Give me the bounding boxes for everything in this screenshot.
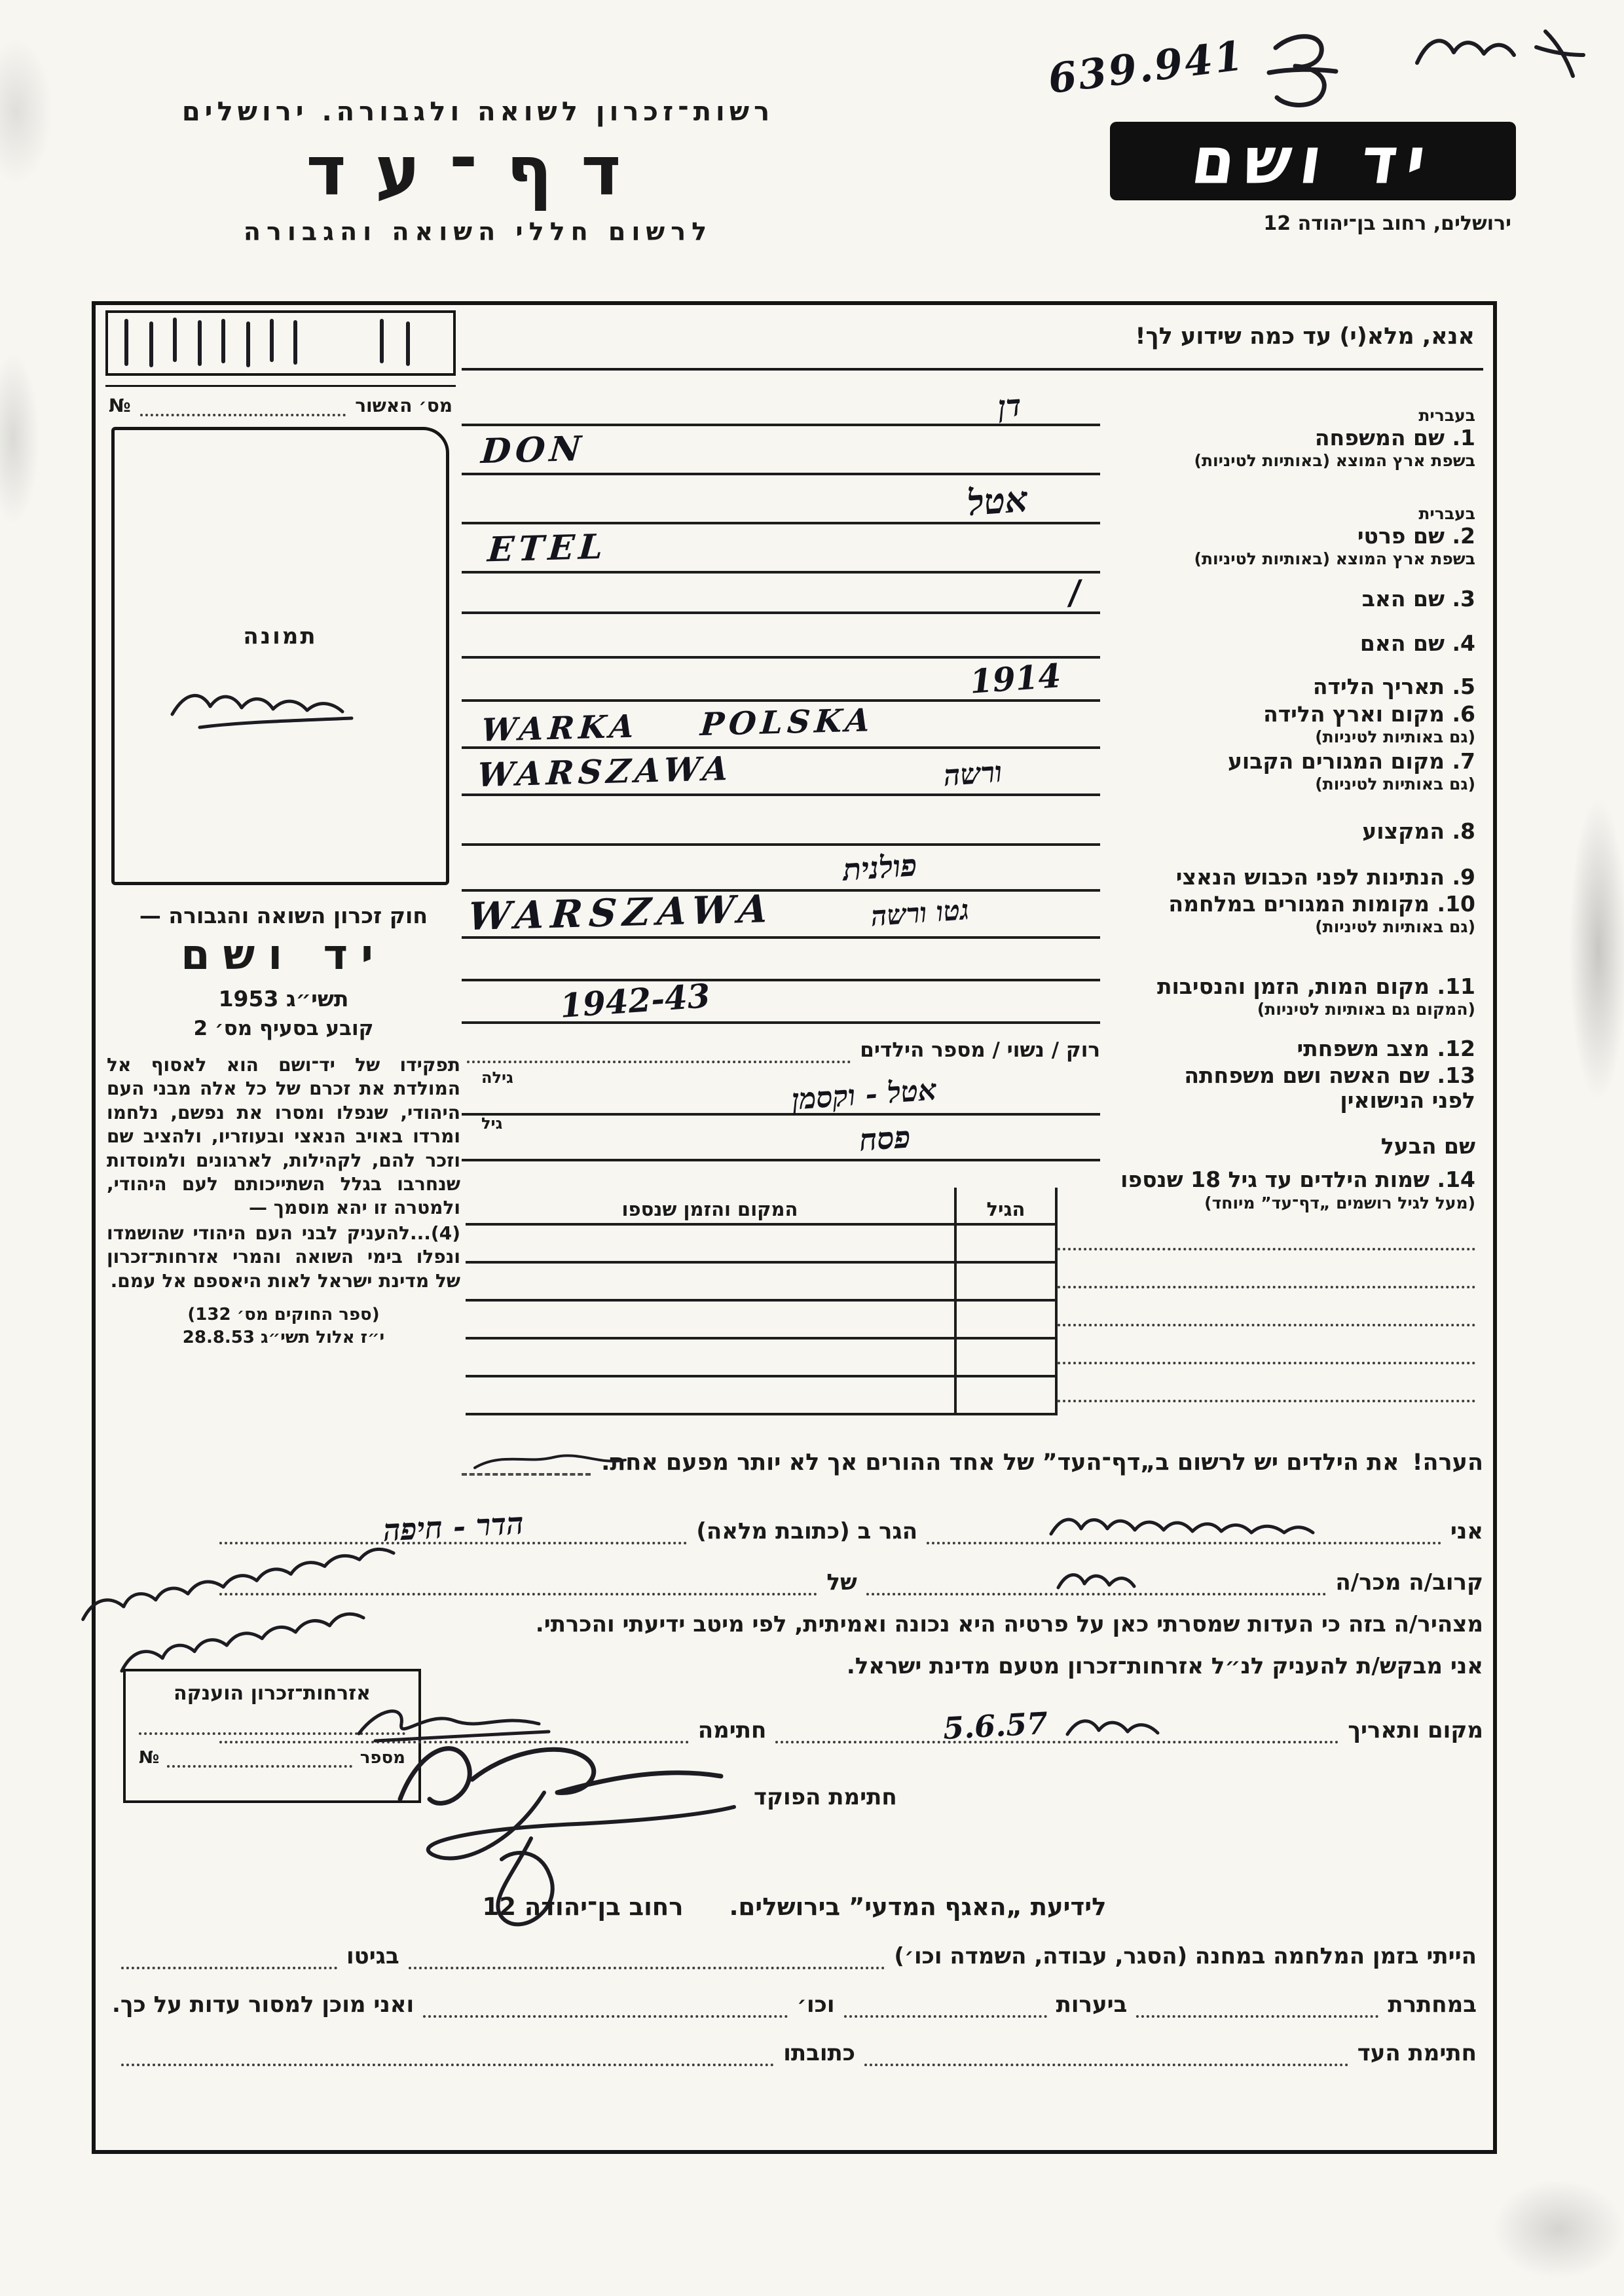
field-title: 5. תאריך הלידה bbox=[1312, 674, 1475, 700]
age-cell bbox=[957, 1302, 1055, 1339]
place-handwriting bbox=[1060, 1705, 1171, 1741]
field-title: 1. שם המשפחה bbox=[1314, 424, 1475, 450]
numero-symbol: № bbox=[109, 395, 131, 416]
children-names-column bbox=[1058, 1167, 1483, 1415]
field-label bbox=[1100, 405, 1483, 475]
field-title: 9. הנתינות לפני הכבוש הנאצי bbox=[1175, 864, 1475, 890]
place-cell bbox=[466, 1226, 954, 1264]
field-title: 13. שם האשה ושם משפחתה bbox=[1184, 1063, 1475, 1089]
field-row-citizenship bbox=[462, 846, 1483, 892]
age-cell bbox=[957, 1377, 1055, 1415]
witness-address-label: כתובתו bbox=[783, 2040, 856, 2066]
witness-signature-row bbox=[112, 2040, 1477, 2066]
field-row-family-name bbox=[462, 377, 1483, 475]
witness-signature-label: חתימת העד bbox=[1357, 2040, 1477, 2066]
law-year: תשי״ג 1953 bbox=[218, 986, 349, 1011]
handwritten-residence-hebrew: ורשה bbox=[942, 756, 1003, 793]
camp-row bbox=[112, 1943, 1477, 1969]
field-title: שם הבעל bbox=[1380, 1133, 1475, 1159]
field-row-mother-name bbox=[462, 614, 1483, 659]
place-date-line bbox=[775, 1705, 1338, 1747]
field-row-profession bbox=[462, 796, 1483, 846]
writing-line bbox=[462, 886, 1100, 939]
handwritten-first-name-hebrew: אטל bbox=[966, 477, 1030, 524]
place-cell bbox=[466, 1302, 954, 1339]
handwritten-scrawl-mark bbox=[1264, 29, 1349, 115]
main-form-border bbox=[92, 301, 1497, 2154]
official-signature-label: חתימת הפוקד bbox=[754, 1784, 897, 1810]
handwritten-husband-name: פסח bbox=[857, 1118, 912, 1158]
children-table bbox=[466, 1188, 1058, 1415]
field-title-line-2: לפני הנישואין bbox=[1340, 1087, 1475, 1113]
law-body-text-2: (4)...להעניק לבני העם היהודי שהושמדו ונפלו בימי השואה והמרי אזרחות־זכרון של מדינת ישראל לאות היאספם אל עמם. bbox=[107, 1222, 460, 1292]
age-cell bbox=[957, 1264, 1055, 1302]
writing-line bbox=[462, 1116, 1100, 1161]
field-sublabel: (מעל לגיל רושמים „דף־עד” מיוחד) bbox=[1204, 1193, 1475, 1212]
field-row-birth-place bbox=[462, 702, 1483, 749]
relation-row bbox=[210, 1544, 1483, 1595]
latin-sublabel: בשפת ארץ המוצא (באותיות לטיניות) bbox=[1194, 450, 1475, 470]
writing-line bbox=[462, 796, 1100, 846]
marital-options: רוק / נשוי / מספר הילדים bbox=[860, 1038, 1100, 1063]
relative-label: קרוב/ה מכר/ה bbox=[1335, 1569, 1483, 1595]
child-name-line bbox=[1058, 1364, 1475, 1402]
note-handwriting-scribble bbox=[468, 1446, 638, 1474]
age-column bbox=[954, 1188, 1058, 1415]
handwritten-war-residence-hebrew: גטו ורשה bbox=[870, 894, 970, 933]
field-label bbox=[1100, 503, 1483, 574]
writing-line bbox=[462, 377, 1100, 426]
field-row-birth-date bbox=[462, 656, 1483, 702]
tick-marks-box bbox=[105, 310, 456, 376]
latin-sublabel: (גם באותיות לטיניות) bbox=[1315, 774, 1475, 793]
place-column bbox=[466, 1188, 954, 1415]
underground-row bbox=[112, 1992, 1477, 2018]
i-label: אני bbox=[1450, 1518, 1483, 1544]
children-section bbox=[462, 1167, 1483, 1415]
writing-line bbox=[462, 1068, 1100, 1116]
note-row bbox=[462, 1449, 1483, 1476]
writing-lines bbox=[462, 939, 1100, 1024]
handwritten-war-residence-latin: WARSZAWA bbox=[466, 886, 777, 939]
fields-area bbox=[462, 371, 1483, 1476]
child-name-line bbox=[1058, 1326, 1475, 1364]
field-label bbox=[1100, 974, 1483, 1024]
photo-label: תמונה bbox=[243, 623, 318, 649]
field-title: 3. שם האב bbox=[1361, 586, 1475, 612]
photo-box bbox=[111, 427, 449, 885]
field-title: 14. שמות הילדים עד גיל 18 שנספו bbox=[1120, 1166, 1475, 1192]
writing-line bbox=[462, 702, 1100, 750]
hebrew-sublabel: בעברית bbox=[1418, 504, 1475, 524]
citizenship-title: אזרחות־זכרון הוענקה bbox=[173, 1682, 371, 1705]
note-text: את הילדים יש לרשום ב„דף־העד” של אחד ההורים אך לא יותר מפעם אחת. bbox=[601, 1449, 1399, 1476]
corner-handwriting-scribble bbox=[1408, 20, 1598, 92]
handwritten-date: 5.6.57 bbox=[942, 1705, 1049, 1747]
tick-marks bbox=[108, 313, 453, 373]
latin-sublabel: בשפת ארץ המוצא (באותיות לטיניות) bbox=[1194, 549, 1475, 568]
field-label bbox=[1100, 749, 1483, 796]
age-cell bbox=[957, 1339, 1055, 1377]
address-line: ירושלים, רחוב בן־יהודה 12 bbox=[1263, 212, 1511, 235]
scan-smudge bbox=[1493, 2180, 1624, 2278]
approval-number-row bbox=[109, 394, 452, 416]
scan-smudge bbox=[0, 39, 52, 183]
witness-signature-line bbox=[864, 2041, 1348, 2066]
science-branch-address: רחוב בן־יהודה 12 bbox=[482, 1893, 684, 1921]
photo-box-handwriting bbox=[160, 672, 370, 744]
header-block bbox=[98, 97, 858, 246]
relation-line bbox=[866, 1568, 1327, 1595]
handwritten-wife-name: אטל - וקסמן bbox=[790, 1072, 938, 1117]
field-row-war-residence bbox=[462, 886, 1483, 939]
child-name-line bbox=[1058, 1250, 1475, 1288]
law-reference-line-2: י״ז אלול תשי״ג 28.8.53 bbox=[182, 1328, 385, 1347]
field-title: 11. מקום המות, הזמן והנסיבות bbox=[1156, 974, 1475, 1000]
of-line bbox=[219, 1568, 817, 1595]
forests-label: ביערות bbox=[1056, 1992, 1128, 2018]
handwritten-death-years: 1942-43 bbox=[559, 976, 712, 1026]
science-branch-heading bbox=[112, 1893, 1477, 1921]
forests-line bbox=[844, 1993, 1047, 2018]
law-block bbox=[107, 903, 460, 1349]
note-label: הערה! bbox=[1412, 1449, 1483, 1476]
writing-line bbox=[462, 656, 1100, 702]
writing-line bbox=[462, 614, 1100, 659]
official-signature-block bbox=[210, 1743, 1483, 1848]
field-row-father-name bbox=[462, 574, 1483, 614]
citizenship-number-label: מספר bbox=[360, 1748, 405, 1768]
place-cell bbox=[466, 1377, 954, 1415]
handwritten-birth-year: 1914 bbox=[968, 656, 1062, 701]
numero-symbol: № bbox=[139, 1748, 160, 1768]
science-branch-title: לידיעת „האגף המדעי” בירושלים. bbox=[729, 1893, 1107, 1921]
age-cell bbox=[957, 1226, 1055, 1264]
underground-label: במחתרת bbox=[1388, 1992, 1477, 2018]
husband-age-label: גיל bbox=[481, 1114, 503, 1133]
approval-number-line bbox=[140, 394, 346, 416]
divider-line bbox=[105, 385, 456, 387]
handwritten-citizenship: פולנית bbox=[841, 847, 918, 888]
note-line bbox=[462, 1457, 591, 1476]
children-count-line bbox=[467, 1038, 851, 1063]
handwritten-first-name-latin: ETEL bbox=[486, 526, 609, 570]
declarant-address-line bbox=[219, 1505, 687, 1548]
writing-line bbox=[462, 475, 1100, 524]
law-reference bbox=[107, 1303, 460, 1349]
form-subtitle: לרשום חללי השואה והגבורה bbox=[243, 217, 713, 246]
wife-age-label: גילה bbox=[481, 1068, 513, 1087]
request-text: אני מבקש/ת להעניק לנ״ל אזרחות־זכרון מטעם מדינת ישראל. bbox=[846, 1653, 1483, 1679]
science-branch-section bbox=[112, 1893, 1477, 2066]
latin-sublabel: (המקום גם באותיות לטיניות) bbox=[1257, 999, 1475, 1019]
signature-label: חתימה bbox=[697, 1717, 767, 1743]
authority-line: רשות־זכרון לשואה ולגבורה. ירושלים bbox=[181, 97, 775, 127]
child-name-line bbox=[1058, 1288, 1475, 1326]
writing-line bbox=[462, 524, 1100, 574]
law-body-text: תפקידו של יד־ושם הוא לאסוף אל המולדת את זכרם של כל אלה מבני העם היהודי, שנפלו ומסרו את נפשם, נלחמו ומרדו באויב הנאצי ובעוזריו, ולהציב שם וזכר להם, לקהילות, לארגונים ולמוסדות שנחרבו בגלל השתייכותם לעם היהודי, ולמטרה זו יהא מוסמך — bbox=[107, 1054, 460, 1219]
field-title: 8. המקצוע bbox=[1362, 818, 1475, 844]
scan-smudge bbox=[0, 354, 39, 524]
handwritten-family-name-latin: DON bbox=[479, 428, 587, 472]
statement-text: מצהיר/ה בזה כי העדות שמסרתי כאן על פרטיה היא נכונה ואמיתית, לפי מיטב ידיעתי והכרתי. bbox=[535, 1611, 1483, 1637]
field-title: 4. שם האם bbox=[1359, 630, 1475, 657]
of-label: של bbox=[826, 1569, 857, 1595]
yad-vashem-logo bbox=[1110, 122, 1516, 200]
field-row-husband-name bbox=[462, 1116, 1483, 1161]
marital-options-row bbox=[462, 1038, 1100, 1063]
writing-line bbox=[462, 426, 1100, 475]
declarant-name-line bbox=[927, 1517, 1441, 1544]
latin-sublabel: (גם באותיות לטיניות) bbox=[1315, 727, 1475, 746]
place-column-header: המקום והזמן שנספו bbox=[466, 1188, 954, 1226]
etc-label: וכו׳ bbox=[796, 1992, 835, 2018]
handwritten-residence-latin: WARSZAWA bbox=[475, 749, 735, 795]
child-name-line bbox=[1058, 1212, 1475, 1250]
writing-line bbox=[462, 749, 1100, 796]
ghetto-line bbox=[121, 1944, 337, 1969]
declarant-name-handwriting bbox=[1043, 1503, 1325, 1542]
hebrew-sublabel: בעברית bbox=[1418, 406, 1475, 426]
latin-sublabel: (גם באותיות לטיניות) bbox=[1315, 917, 1475, 936]
yad-vashem-logo-text: יד ושם bbox=[1187, 123, 1439, 199]
scan-smudge bbox=[1569, 799, 1624, 1100]
law-reference-line-1: (ספר החוקים מס׳ 132) bbox=[187, 1304, 380, 1324]
writing-lines bbox=[462, 475, 1100, 574]
writing-line bbox=[462, 574, 1100, 614]
ghetto-label: בגיטו bbox=[346, 1943, 399, 1969]
field-row-first-name bbox=[462, 475, 1483, 574]
field-row-death-place bbox=[462, 939, 1483, 1024]
place-cell bbox=[466, 1339, 954, 1377]
handwritten-address: הדר - חיפה bbox=[382, 1505, 525, 1548]
field-row-wife-name bbox=[462, 1063, 1483, 1115]
field-title: 10. מקומות המגורים במלחמה bbox=[1168, 891, 1475, 917]
age-column-header: הגיל bbox=[957, 1188, 1055, 1226]
camp-line-label: הייתי בזמן המלחמה במחנה (הסגר, עבודה, השמדה וכו׳) bbox=[894, 1943, 1477, 1969]
resides-label: הגר ב (כתובת מלאה) bbox=[696, 1518, 918, 1544]
registry-number-handwriting: 639.941 bbox=[1045, 31, 1247, 103]
relation-handwriting bbox=[1050, 1560, 1142, 1593]
ready-statement: ואני מוכן למסור עדות על כך. bbox=[112, 1992, 415, 2018]
field-label bbox=[1100, 702, 1483, 749]
writing-line bbox=[462, 846, 1100, 892]
handwritten-birth-place: WARKA POLSKA bbox=[479, 702, 876, 750]
underground-line bbox=[1136, 1993, 1378, 2018]
place-cell bbox=[466, 1264, 954, 1302]
witness-address-line bbox=[121, 2041, 774, 2066]
etc-line bbox=[423, 1993, 788, 2018]
handwritten-father-name: / bbox=[1067, 572, 1082, 612]
declaration-section bbox=[210, 1493, 1483, 1848]
fill-in-instruction: אנא, מלא(י) עד כמה שידוע לך! bbox=[1135, 323, 1475, 350]
approval-number-label: מס׳ האשור bbox=[355, 395, 452, 416]
field-title: 7. מקום המגורים הקבוע bbox=[1227, 748, 1475, 774]
writing-line bbox=[462, 976, 1100, 1026]
declarant-row bbox=[210, 1493, 1483, 1548]
field-title: 6. מקום וארץ הלידה bbox=[1263, 701, 1475, 727]
handwritten-family-name-hebrew: דן bbox=[997, 387, 1023, 425]
law-section: קובע בסעיף מס׳ 2 bbox=[193, 1017, 374, 1040]
camp-line bbox=[409, 1944, 885, 1969]
field-title: 2. שם פרטי bbox=[1357, 522, 1475, 549]
form-title: דף־עד bbox=[306, 131, 650, 211]
field-row-marital-status bbox=[462, 1024, 1483, 1063]
field-title: 12. מצב משפחתי bbox=[1297, 1035, 1475, 1061]
law-logo-text: יד ושם bbox=[181, 931, 386, 979]
place-date-label: מקום ותאריך bbox=[1348, 1717, 1483, 1743]
writing-line bbox=[462, 939, 1100, 981]
law-heading: חוק זכרון השואה והגבורה — bbox=[139, 903, 428, 928]
field-label bbox=[1100, 1063, 1483, 1115]
field-label bbox=[1100, 892, 1483, 939]
field-row-residence bbox=[462, 749, 1483, 796]
writing-lines bbox=[462, 377, 1100, 475]
